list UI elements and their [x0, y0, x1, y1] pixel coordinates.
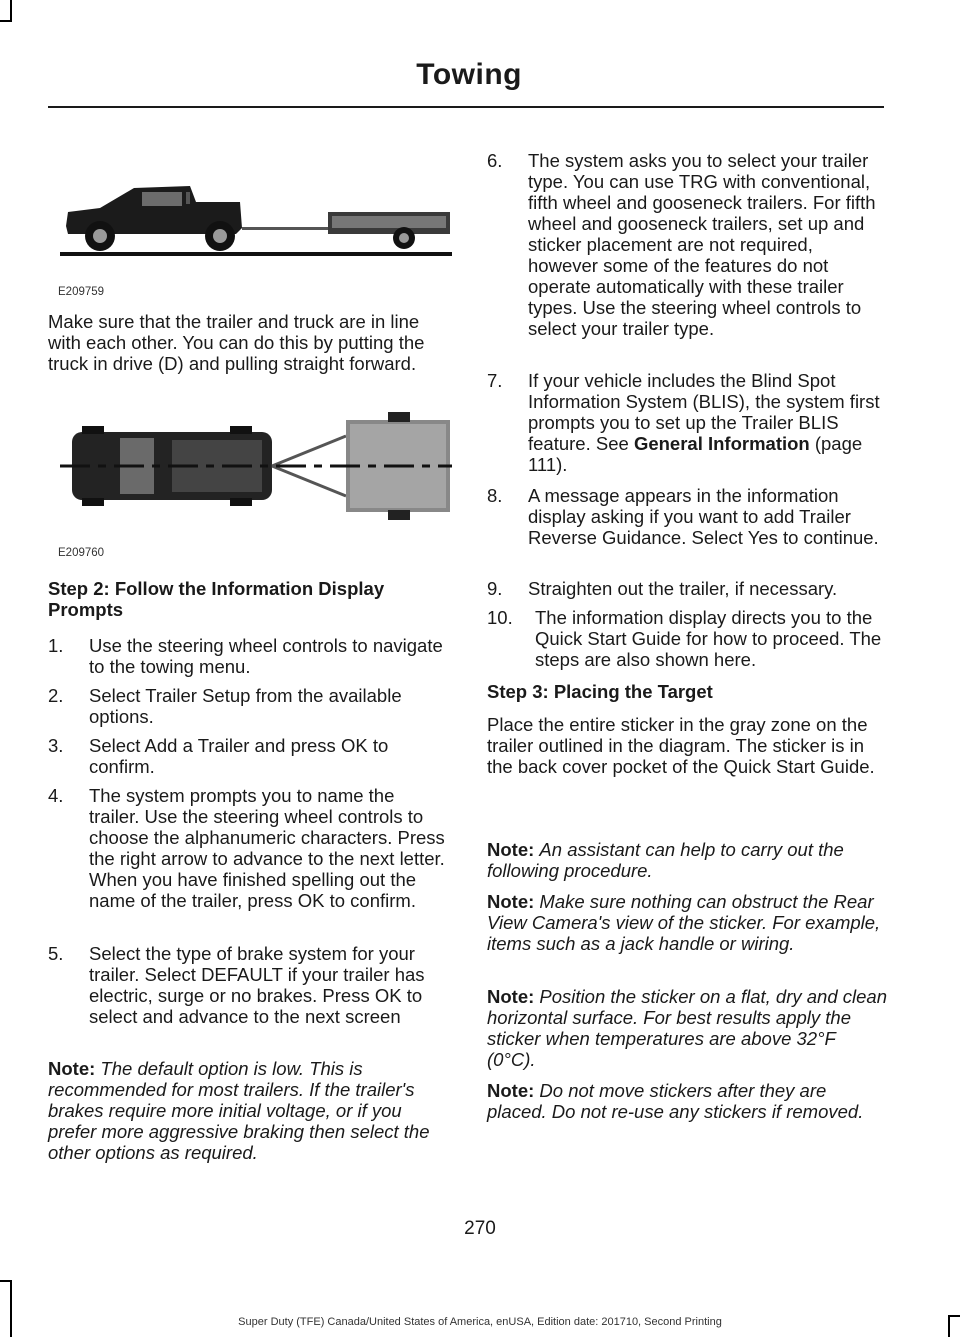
note-assistant: Note: An assistant can help to carry out the following procedure. [487, 839, 844, 881]
list-text: Use the steering wheel controls to navigate to the towing menu. [89, 635, 443, 677]
note-default: Note: The default option is low. This is recommended for most trailers. If the trailer's brakes require more initial voltage, or if you prefer more aggressive braking then select the other options as required. [48, 1058, 430, 1163]
list-number: 1. [48, 635, 64, 656]
list-number: 10. [487, 607, 513, 628]
list-number: 6. [487, 150, 503, 171]
figure-code: E209759 [58, 286, 105, 298]
list-text: Straighten out the trailer, if necessary. [528, 578, 838, 599]
trailer-tongue [242, 227, 330, 230]
list-number: 2. [48, 685, 64, 706]
list-text: The system asks you to select your trailer type. You can use TRG with conventional, fifth wheel and gooseneck trailers. For fifth wheel and gooseneck trailers, set up and sticker placement are not required, however some of the features do not operate automatically with these trailer types. Use the steering wheel controls to select your trailer type. [528, 150, 876, 339]
note-position: Note: Position the sticker on a flat, dry and clean horizontal surface. For best results apply the sticker when temperatures are above 32°F (0°C). [487, 986, 888, 1070]
list-text: A message appears in the information display asking if you want to add Trailer Reverse Guidance. Select Yes to continue. [528, 485, 879, 548]
note-stickers: Note: Do not move stickers after they are placed. Do not re-use any stickers if removed. [487, 1080, 864, 1122]
page-number: 270 [464, 1218, 496, 1239]
step3-heading: Step 3: Placing the Target [487, 681, 713, 702]
ground-line [60, 252, 452, 256]
header-rule [48, 106, 884, 108]
intro-paragraph: Make sure that the trailer and truck are in line with each other. You can do this by putting the truck in drive (D) and pulling straight forward. [48, 311, 425, 374]
truck-trailer-side-figure [56, 172, 456, 268]
list-text-after: (page 111). [528, 433, 863, 475]
crop-mark [10, 1280, 12, 1337]
list-number: 9. [487, 578, 503, 599]
list-number: 3. [48, 735, 64, 756]
truck-rear-window [186, 192, 190, 204]
list-text: Select the type of brake system for your trailer. Select DEFAULT if your trailer has electric, surge or no brakes. Press OK to select and advance to the next screen [89, 943, 425, 1027]
crop-mark [0, 20, 12, 22]
truck-window [142, 192, 182, 206]
list-number: 8. [487, 485, 503, 506]
note-camera: Note: Make sure nothing can obstruct the Rear View Camera's view of the sticker. For example, items such as a jack handle or wiring. [487, 891, 881, 954]
step2-heading: Step 2: Follow the Information Display Prompts [48, 578, 385, 620]
truck-trailer-top-figure [56, 402, 456, 532]
footer-edition: Super Duty (TFE) Canada/United States of America, enUSA, Edition date: 201710, Second Printing [238, 1316, 722, 1328]
list-text: Select Add a Trailer and press OK to confirm. [89, 735, 389, 777]
crop-mark [10, 0, 12, 22]
crop-mark [0, 1280, 12, 1282]
list-text: The information display directs you to the Quick Start Guide for how to proceed. The steps are also shown here. [535, 607, 882, 670]
xref-link-general-information[interactable]: General Information [633, 433, 810, 454]
list-number: 4. [48, 785, 64, 806]
list-text: Select Trailer Setup from the available options. [89, 685, 402, 727]
list-number: 7. [487, 370, 503, 391]
page-title: Towing [416, 58, 522, 91]
list-number: 5. [48, 943, 64, 964]
step3-paragraph: Place the entire sticker in the gray zone on the trailer outlined in the diagram. The sticker is in the back cover pocket of the Quick Start Guide. [487, 714, 875, 777]
list-text: If your vehicle includes the Blind Spot Information System (BLIS), the system first prompts you to set up the Trailer BLIS feature. See [528, 370, 880, 454]
list-text: The system prompts you to name the trailer. Use the steering wheel controls to choose the alphanumeric characters. Press the right arrow to advance to the next letter. When you have finished spelling out the name of the trailer, press OK to confirm. [89, 785, 445, 911]
figure-code: E209760 [58, 547, 105, 559]
